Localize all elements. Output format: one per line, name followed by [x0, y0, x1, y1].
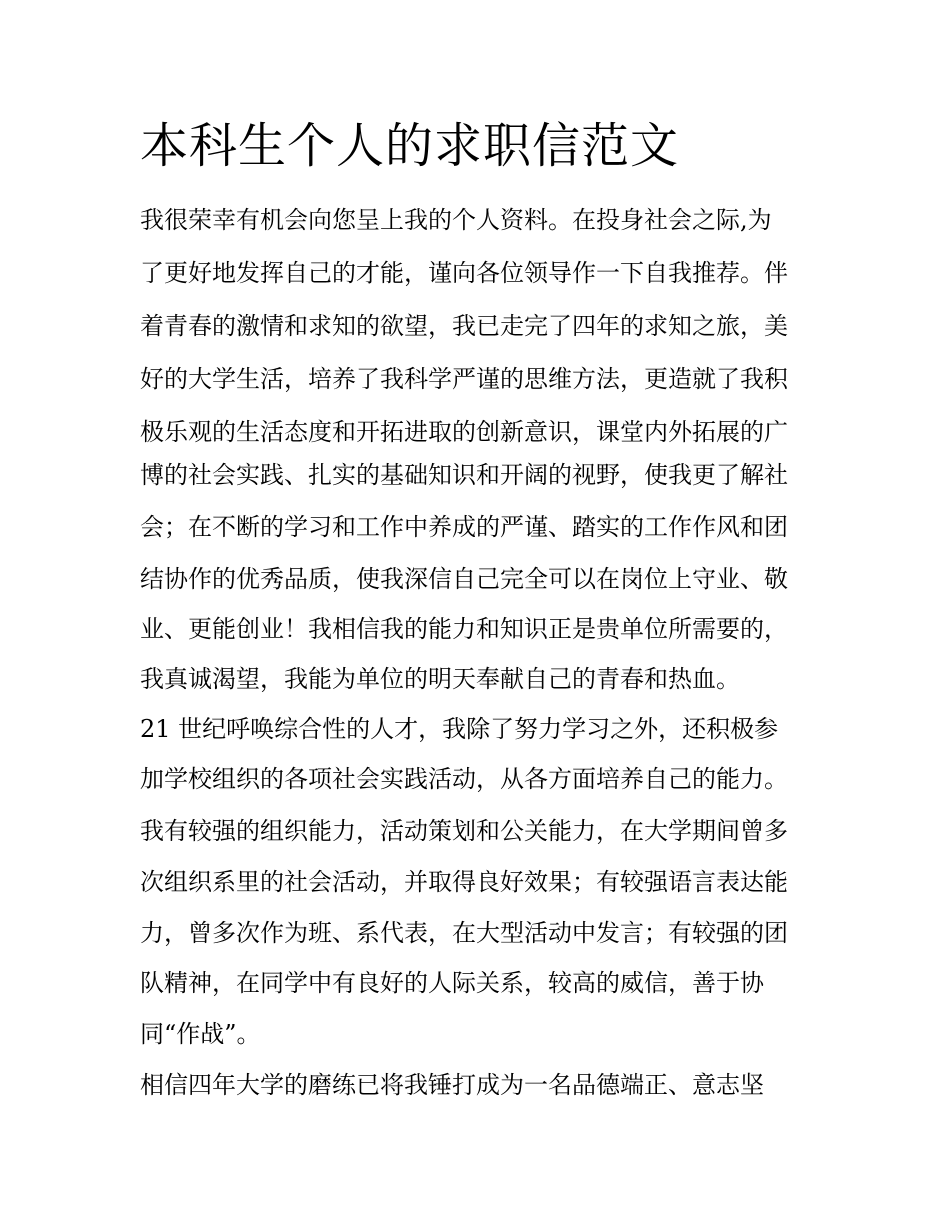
body-line-4: 好的大学生活，培养了我科学严谨的思维方法，更造就了我积 [140, 365, 788, 393]
body-line-9: 业、更能创业！我相信我的能力和知识正是贵单位所需要的， [140, 615, 788, 643]
body-line-5: 极乐观的生活态度和开拓进取的创新意识，课堂内外拓展的广 [140, 418, 788, 446]
page-title: 本科生个人的求职信范文 [140, 118, 680, 174]
body-line-8: 结协作的优秀品质，使我深信自己完全可以在岗位上守业、敬 [140, 565, 788, 593]
body-line-15: 力，曾多次作为班、系代表，在大型活动中发言；有较强的团 [140, 919, 788, 947]
body-line-13: 我有较强的组织能力，活动策划和公关能力，在大学期间曾多 [140, 817, 788, 845]
body-line-18: 相信四年大学的磨练已将我锤打成为一名品德端正、意志坚 [140, 1071, 764, 1099]
body-line-12: 加学校组织的各项社会实践活动，从各方面培养自己的能力。 [140, 765, 788, 793]
body-line-3: 着青春的激情和求知的欲望，我已走完了四年的求知之旅，美 [140, 312, 788, 340]
body-line-16: 队精神，在同学中有良好的人际关系，较高的威信，善于协 [140, 969, 764, 997]
body-line-1: 我很荣幸有机会向您呈上我的个人资料。在投身社会之际,为 [140, 206, 772, 234]
body-line-6: 博的社会实践、扎实的基础知识和开阔的视野，使我更了解社 [140, 461, 788, 489]
body-line-14: 次组织系里的社会活动，并取得良好效果；有较强语言表达能 [140, 868, 788, 896]
body-line-10: 我真诚渴望，我能为单位的明天奉献自己的青春和热血。 [140, 665, 740, 693]
body-line-2: 了更好地发挥自己的才能，谨向各位领导作一下自我推荐。伴 [140, 259, 788, 287]
body-line-11: 21 世纪呼唤综合性的人才，我除了努力学习之外，还积极参 [140, 715, 779, 743]
body-line-7: 会；在不断的学习和工作中养成的严谨、踏实的工作作风和团 [140, 513, 788, 541]
body-line-17: 同“作战”。 [140, 1020, 261, 1048]
